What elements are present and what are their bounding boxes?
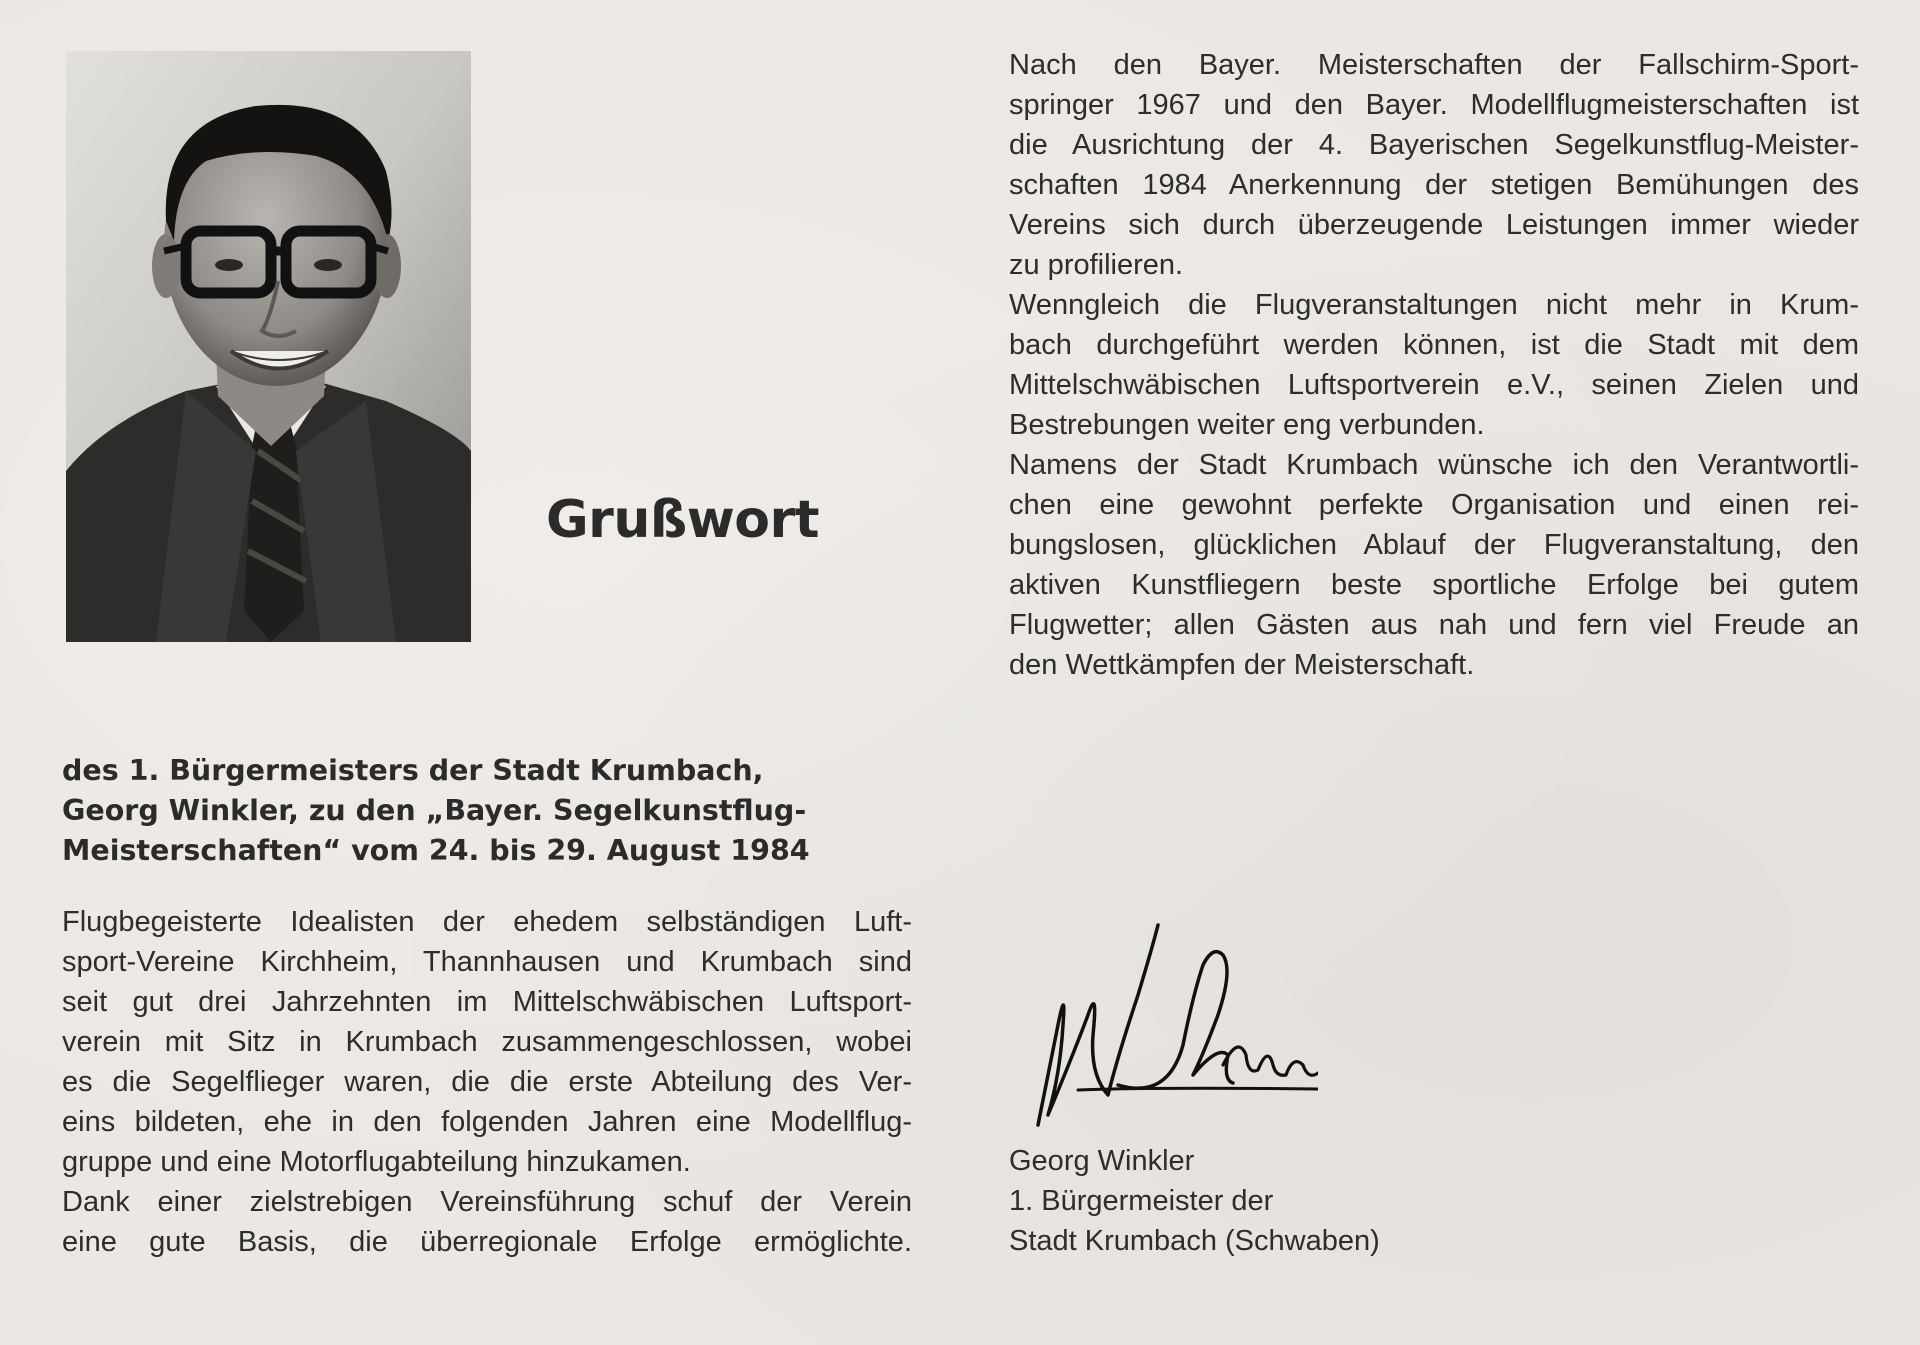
text-line: Flugwetter; allen Gästen aus nah und fern viel Freude an <box>1009 609 1859 641</box>
text-line: Vereins sich durch überzeugende Leistungen immer wieder <box>1009 209 1859 241</box>
text-line: aktiven Kunstfliegern beste sportliche Erfolge bei gutem <box>1009 569 1859 601</box>
text-line: seit gut drei Jahrzehnten im Mittelschwäbischen Luftsport- <box>62 986 912 1018</box>
signature-block <box>1009 1141 1380 1261</box>
signatory-title: 1. Bürgermeister der <box>1009 1185 1274 1217</box>
text-line: Bestrebungen weiter eng verbunden. <box>1009 409 1485 441</box>
text-line: Flugbegeisterte Idealisten der ehedem selbständigen Luft- <box>62 906 912 938</box>
body-text-left <box>62 902 912 1262</box>
subtitle-line: Meisterschaften“ vom 24. bis 29. August 1984 <box>62 834 810 867</box>
text-line: eins bildeten, ehe in den folgenden Jahren eine Modellflug- <box>62 1106 912 1138</box>
text-line: bach durchgeführt werden können, ist die Stadt mit dem <box>1009 329 1859 361</box>
text-line: eine gute Basis, die überregionale Erfolge ermöglichte. <box>62 1226 912 1258</box>
text-line: es die Segelflieger waren, die die erste Abteilung des Ver- <box>62 1066 912 1098</box>
text-line: die Ausrichtung der 4. Bayerischen Segelkunstflug-Meister- <box>1009 129 1859 161</box>
subtitle-line: Georg Winkler, zu den „Bayer. Segelkunstflug- <box>62 794 807 827</box>
portrait-photo <box>66 51 471 642</box>
subtitle <box>62 751 822 871</box>
signatory-place: Stadt Krumbach (Schwaben) <box>1009 1225 1380 1257</box>
text-line: bungslosen, glücklichen Ablauf der Flugveranstaltung, den <box>1009 529 1859 561</box>
text-line: Wenngleich die Flugveranstaltungen nicht mehr in Krum- <box>1009 289 1859 321</box>
handwritten-signature <box>1018 905 1318 1135</box>
text-line: Dank einer zielstrebigen Vereinsführung schuf der Verein <box>62 1186 912 1218</box>
text-line: schaften 1984 Anerkennung der stetigen Bemühungen des <box>1009 169 1859 201</box>
page-title: Grußwort <box>546 490 820 550</box>
text-line: Nach den Bayer. Meisterschaften der Fallschirm-Sport- <box>1009 49 1859 81</box>
text-line: den Wettkämpfen der Meisterschaft. <box>1009 649 1475 681</box>
subtitle-line: des 1. Bürgermeisters der Stadt Krumbach, <box>62 754 764 787</box>
text-line: sport-Vereine Kirchheim, Thannhausen und Krumbach sind <box>62 946 912 978</box>
text-line: Namens der Stadt Krumbach wünsche ich den Verantwortli- <box>1009 449 1859 481</box>
text-line: gruppe und eine Motorflugabteilung hinzukamen. <box>62 1146 691 1178</box>
text-line: verein mit Sitz in Krumbach zusammengeschlossen, wobei <box>62 1026 912 1058</box>
text-line: chen eine gewohnt perfekte Organisation und einen rei- <box>1009 489 1859 521</box>
text-line: springer 1967 und den Bayer. Modellflugmeisterschaften ist <box>1009 89 1859 121</box>
signatory-name: Georg Winkler <box>1009 1145 1195 1177</box>
text-line: Mittelschwäbischen Luftsportverein e.V., seinen Zielen und <box>1009 369 1859 401</box>
body-text-right <box>1009 45 1859 685</box>
text-line: zu profilieren. <box>1009 249 1184 281</box>
